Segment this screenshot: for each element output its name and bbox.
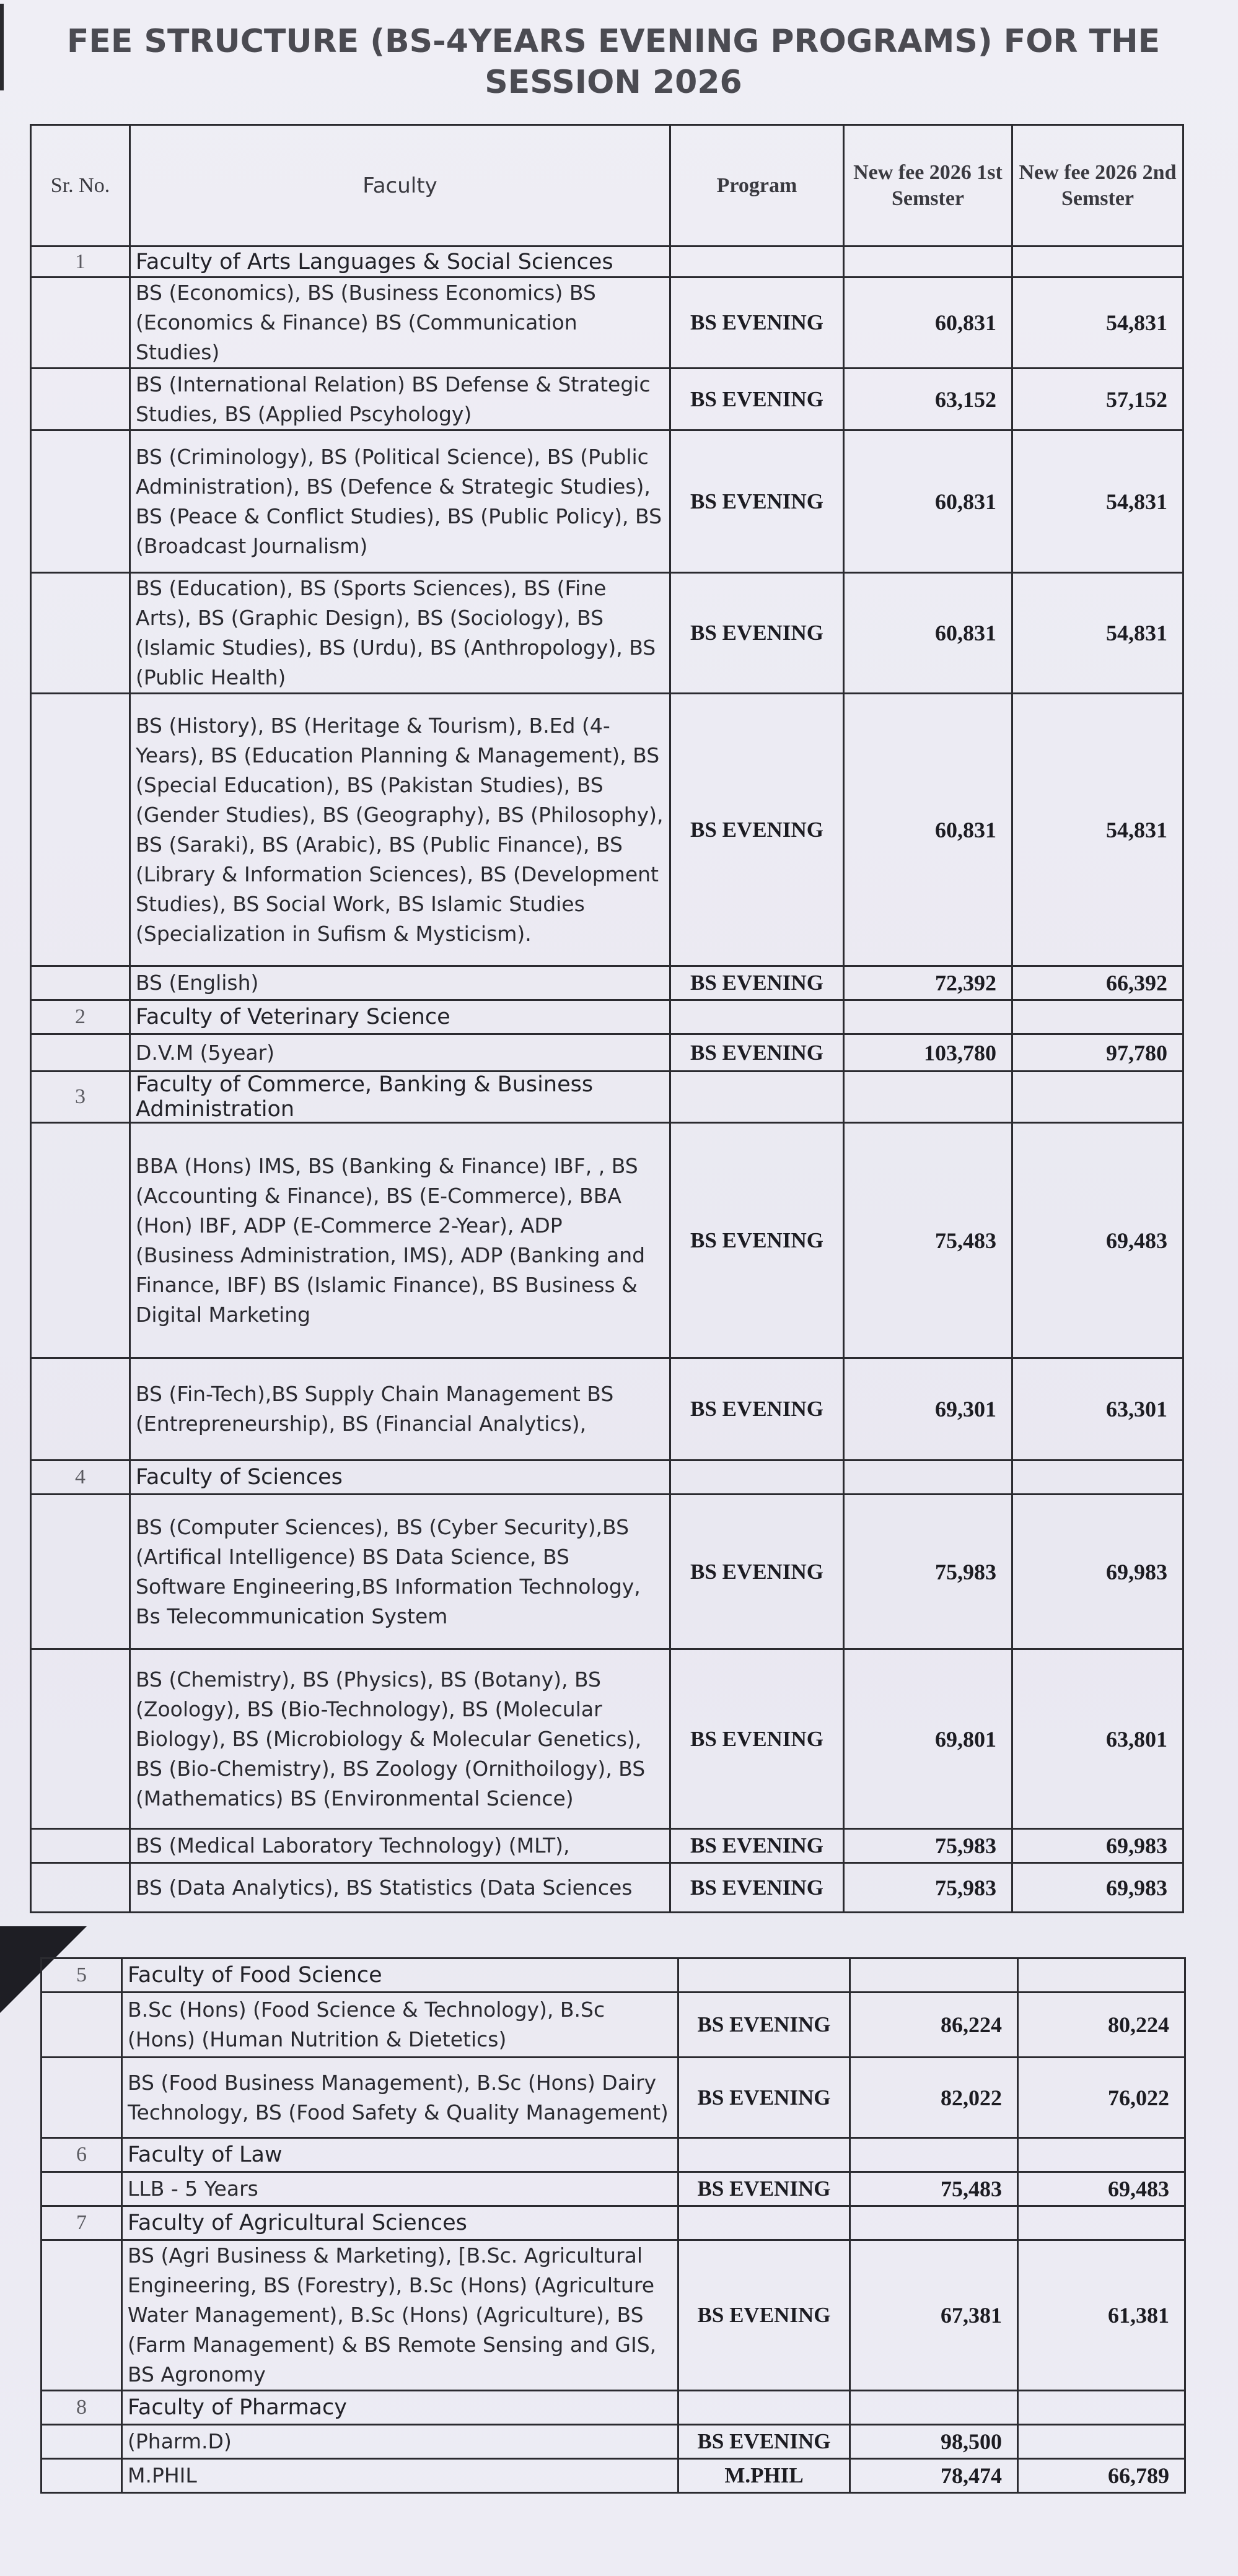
- faculty-name: Faculty of Sciences: [130, 1460, 670, 1495]
- fee-second-semester: 54,831: [1012, 277, 1183, 369]
- fee-first-semester: 60,831: [844, 277, 1012, 369]
- fee-first-semester: 75,983: [844, 1829, 1012, 1863]
- fee-cell-empty: [1018, 2206, 1185, 2240]
- program-type: BS EVENING: [670, 573, 844, 694]
- serial-number: 3: [31, 1072, 130, 1123]
- serial-number-empty: [42, 2459, 122, 2493]
- serial-number: 4: [31, 1460, 130, 1495]
- program-row: [31, 277, 1183, 369]
- program-row: [42, 1993, 1185, 2058]
- fee-second-semester: 54,831: [1012, 430, 1183, 573]
- fee-first-semester: 67,381: [850, 2240, 1018, 2391]
- faculty-name: Faculty of Veterinary Science: [130, 1000, 670, 1034]
- fee-first-semester: 63,152: [844, 369, 1012, 430]
- fee-cell-empty: [844, 1072, 1012, 1123]
- fee-cell-empty: [1012, 1000, 1183, 1034]
- fee-second-semester: 54,831: [1012, 573, 1183, 694]
- program-row: [42, 2459, 1185, 2493]
- fee-cell-empty: [1012, 1460, 1183, 1495]
- program-row: [31, 1829, 1183, 1863]
- program-type: BS EVENING: [670, 694, 844, 966]
- program-row: [31, 694, 1183, 966]
- fee-first-semester: 75,483: [844, 1123, 1012, 1358]
- fee-second-semester: 97,780: [1012, 1034, 1183, 1072]
- program-names: BS (Agri Business & Marketing), [B.Sc. Agricultural Engineering, BS (Forestry), B.Sc (Hons) (Agriculture Water Management), B.Sc (Hons) (Agriculture), BS (Farm Management) & BS Remote Sensing and GIS, BS Agronomy: [122, 2240, 678, 2391]
- fee-second-semester: 57,152: [1012, 369, 1183, 430]
- serial-number-empty: [31, 1358, 130, 1460]
- program-type: BS EVENING: [670, 1123, 844, 1358]
- scan-edge-mark: [0, 4, 4, 90]
- program-names: BS (Medical Laboratory Technology) (MLT),: [130, 1829, 670, 1863]
- header-program: Program: [670, 125, 844, 247]
- fee-cell-empty: [850, 1958, 1018, 1993]
- fee-second-semester: 66,789: [1018, 2459, 1185, 2493]
- program-names: BS (Education), BS (Sports Sciences), BS (Fine Arts), BS (Graphic Design), BS (Sociology), BS (Islamic Studies), BS (Urdu), BS (Anthropology), BS (Public Health): [130, 573, 670, 694]
- faculty-name: Faculty of Commerce, Banking & Business Administration: [130, 1072, 670, 1123]
- program-cell-empty: [670, 1000, 844, 1034]
- program-type: BS EVENING: [670, 1649, 844, 1829]
- fee-cell-empty: [1018, 1958, 1185, 1993]
- fee-cell-empty: [1018, 2391, 1185, 2425]
- fee-first-semester: 86,224: [850, 1993, 1018, 2058]
- fee-cell-empty: [850, 2391, 1018, 2425]
- serial-number-empty: [31, 1034, 130, 1072]
- table-header-row: [31, 125, 1183, 247]
- program-row: [42, 2240, 1185, 2391]
- program-type: BS EVENING: [678, 1993, 850, 2058]
- faculty-name: Faculty of Food Science: [122, 1958, 678, 1993]
- serial-number-empty: [42, 2425, 122, 2459]
- program-names: BS (Criminology), BS (Political Science), BS (Public Administration), BS (Defence & Strategic Studies), BS (Peace & Conflict Studies), BS (Public Policy), BS (Broadcast Journalism): [130, 430, 670, 573]
- fee-first-semester: 98,500: [850, 2425, 1018, 2459]
- fee-second-semester: 80,224: [1018, 1993, 1185, 2058]
- program-cell-empty: [678, 2138, 850, 2172]
- serial-number: 5: [42, 1958, 122, 1993]
- serial-number-empty: [31, 430, 130, 573]
- program-names: BS (Data Analytics), BS Statistics (Data Sciences: [130, 1863, 670, 1913]
- program-names: BS (English): [130, 966, 670, 1000]
- header-faculty: Faculty: [130, 125, 670, 247]
- program-type: BS EVENING: [670, 430, 844, 573]
- faculty-name: Faculty of Arts Languages & Social Sciences: [130, 247, 670, 277]
- fee-table-continued: [40, 1957, 1186, 2494]
- program-row: [31, 430, 1183, 573]
- fee-first-semester: 72,392: [844, 966, 1012, 1000]
- program-type: M.PHIL: [678, 2459, 850, 2493]
- serial-number-empty: [31, 1649, 130, 1829]
- program-type: BS EVENING: [678, 2172, 850, 2206]
- faculty-row: [31, 1460, 1183, 1495]
- fee-first-semester: 60,831: [844, 430, 1012, 573]
- program-type: BS EVENING: [678, 2425, 850, 2459]
- program-row: [31, 966, 1183, 1000]
- program-row: [31, 369, 1183, 430]
- program-row: [31, 1123, 1183, 1358]
- program-cell-empty: [670, 247, 844, 277]
- faculty-row: [42, 2391, 1185, 2425]
- program-names: BS (International Relation) BS Defense & Strategic Studies, BS (Applied Pscyhology): [130, 369, 670, 430]
- fee-second-semester: 69,983: [1012, 1863, 1183, 1913]
- fee-second-semester: 69,983: [1012, 1829, 1183, 1863]
- faculty-name: Faculty of Agricultural Sciences: [122, 2206, 678, 2240]
- program-cell-empty: [678, 2206, 850, 2240]
- program-type: BS EVENING: [678, 2240, 850, 2391]
- program-cell-empty: [678, 2391, 850, 2425]
- header-fee-first-semester: New fee 2026 1st Semster: [844, 125, 1012, 247]
- program-names: BS (Fin-Tech),BS Supply Chain Management BS (Entrepreneurship), BS (Financial Analytics),: [130, 1358, 670, 1460]
- program-row: [31, 1358, 1183, 1460]
- program-type: BS EVENING: [670, 369, 844, 430]
- program-names: (Pharm.D): [122, 2425, 678, 2459]
- faculty-name: Faculty of Law: [122, 2138, 678, 2172]
- serial-number-empty: [42, 1993, 122, 2058]
- fee-second-semester: 66,392: [1012, 966, 1183, 1000]
- fee-first-semester: 60,831: [844, 573, 1012, 694]
- program-type: BS EVENING: [670, 1863, 844, 1913]
- serial-number-empty: [31, 1863, 130, 1913]
- faculty-row: [31, 1072, 1183, 1123]
- fee-second-semester: 76,022: [1018, 2058, 1185, 2138]
- program-type: BS EVENING: [670, 1495, 844, 1649]
- faculty-row: [42, 2206, 1185, 2240]
- program-names: BS (Economics), BS (Business Economics) BS (Economics & Finance) BS (Communication Studies): [130, 277, 670, 369]
- faculty-name: Faculty of Pharmacy: [122, 2391, 678, 2425]
- program-type: BS EVENING: [670, 966, 844, 1000]
- fee-cell-empty: [1012, 1072, 1183, 1123]
- fee-cell-empty: [844, 247, 1012, 277]
- fee-first-semester: 75,483: [850, 2172, 1018, 2206]
- fee-table: [30, 124, 1184, 1913]
- fee-cell-empty: [844, 1460, 1012, 1495]
- program-type: BS EVENING: [678, 2058, 850, 2138]
- serial-number-empty: [31, 1123, 130, 1358]
- serial-number-empty: [42, 2058, 122, 2138]
- program-names: BS (Computer Sciences), BS (Cyber Security),BS (Artifical Intelligence) BS Data Science, BS Software Engineering,BS Information Technology, Bs Telecommunication System: [130, 1495, 670, 1649]
- program-names: B.Sc (Hons) (Food Science & Technology), B.Sc (Hons) (Human Nutrition & Dietetics): [122, 1993, 678, 2058]
- fee-cell-empty: [850, 2206, 1018, 2240]
- serial-number-empty: [42, 2240, 122, 2391]
- fee-first-semester: 69,301: [844, 1358, 1012, 1460]
- serial-number-empty: [31, 573, 130, 694]
- program-names: LLB - 5 Years: [122, 2172, 678, 2206]
- fee-second-semester: 63,801: [1012, 1649, 1183, 1829]
- program-names: BS (Chemistry), BS (Physics), BS (Botany), BS (Zoology), BS (Bio-Technology), BS (Molecular Biology), BS (Microbiology & Molecular Genetics), BS (Bio-Chemistry), BS Zoology (Ornithoilogy), BS (Mathematics) BS (Environmental Science): [130, 1649, 670, 1829]
- program-row: [31, 1863, 1183, 1913]
- program-type: BS EVENING: [670, 1034, 844, 1072]
- program-row: [31, 573, 1183, 694]
- fee-first-semester: 75,983: [844, 1495, 1012, 1649]
- serial-number: 6: [42, 2138, 122, 2172]
- faculty-row: [31, 247, 1183, 277]
- program-row: [42, 2058, 1185, 2138]
- program-row: [42, 2172, 1185, 2206]
- faculty-row: [42, 2138, 1185, 2172]
- serial-number: 1: [31, 247, 130, 277]
- header-sr-no: Sr. No.: [31, 125, 130, 247]
- fee-cell-empty: [844, 1000, 1012, 1034]
- program-names: BS (History), BS (Heritage & Tourism), B.Ed (4-Years), BS (Education Planning & Management), BS (Special Education), BS (Pakistan Studies), BS (Gender Studies), BS (Geography), BS (Philosophy), BS (Saraki), BS (Arabic), BS (Public Finance), BS (Library & Information Sciences), BS (Development Studies), BS Social Work, BS Islamic Studies (Specialization in Sufism & Mysticism).: [130, 694, 670, 966]
- serial-number-empty: [31, 1495, 130, 1649]
- program-row: [42, 2425, 1185, 2459]
- fee-second-semester: 69,483: [1018, 2172, 1185, 2206]
- fee-cell-empty: [1012, 247, 1183, 277]
- fee-first-semester: 78,474: [850, 2459, 1018, 2493]
- fee-first-semester: 60,831: [844, 694, 1012, 966]
- faculty-row: [31, 1000, 1183, 1034]
- program-names: D.V.M (5year): [130, 1034, 670, 1072]
- program-names: M.PHIL: [122, 2459, 678, 2493]
- fee-second-semester: 61,381: [1018, 2240, 1185, 2391]
- serial-number-empty: [31, 966, 130, 1000]
- fee-second-semester: [1018, 2425, 1185, 2459]
- program-type: BS EVENING: [670, 1829, 844, 1863]
- program-names: BS (Food Business Management), B.Sc (Hons) Dairy Technology, BS (Food Safety & Quality Management): [122, 2058, 678, 2138]
- fee-first-semester: 69,801: [844, 1649, 1012, 1829]
- serial-number: 7: [42, 2206, 122, 2240]
- fee-first-semester: 75,983: [844, 1863, 1012, 1913]
- fee-second-semester: 69,483: [1012, 1123, 1183, 1358]
- serial-number-empty: [31, 277, 130, 369]
- program-cell-empty: [670, 1460, 844, 1495]
- program-cell-empty: [670, 1072, 844, 1123]
- program-row: [31, 1034, 1183, 1072]
- header-fee-second-semester: New fee 2026 2nd Semster: [1012, 125, 1183, 247]
- program-names: BBA (Hons) IMS, BS (Banking & Finance) IBF, , BS (Accounting & Finance), BS (E-Commerce), BBA (Hon) IBF, ADP (E-Commerce 2-Year), ADP (Business Administration, IMS), ADP (Banking and Finance, IBF) BS (Islamic Finance), BS Business & Digital Marketing: [130, 1123, 670, 1358]
- serial-number: 8: [42, 2391, 122, 2425]
- serial-number-empty: [31, 369, 130, 430]
- program-cell-empty: [678, 1958, 850, 1993]
- fee-second-semester: 54,831: [1012, 694, 1183, 966]
- fee-cell-empty: [1018, 2138, 1185, 2172]
- program-row: [31, 1495, 1183, 1649]
- serial-number-empty: [31, 694, 130, 966]
- serial-number-empty: [42, 2172, 122, 2206]
- fee-first-semester: 82,022: [850, 2058, 1018, 2138]
- program-row: [31, 1649, 1183, 1829]
- page-title: FEE STRUCTURE (BS-4YEARS EVENING PROGRAMS) FOR THE SESSION 2026: [66, 23, 1161, 101]
- fee-first-semester: 103,780: [844, 1034, 1012, 1072]
- serial-number: 2: [31, 1000, 130, 1034]
- program-type: BS EVENING: [670, 277, 844, 369]
- fee-second-semester: 69,983: [1012, 1495, 1183, 1649]
- program-type: BS EVENING: [670, 1358, 844, 1460]
- serial-number-empty: [31, 1829, 130, 1863]
- fee-second-semester: 63,301: [1012, 1358, 1183, 1460]
- fee-cell-empty: [850, 2138, 1018, 2172]
- faculty-row: [42, 1958, 1185, 1993]
